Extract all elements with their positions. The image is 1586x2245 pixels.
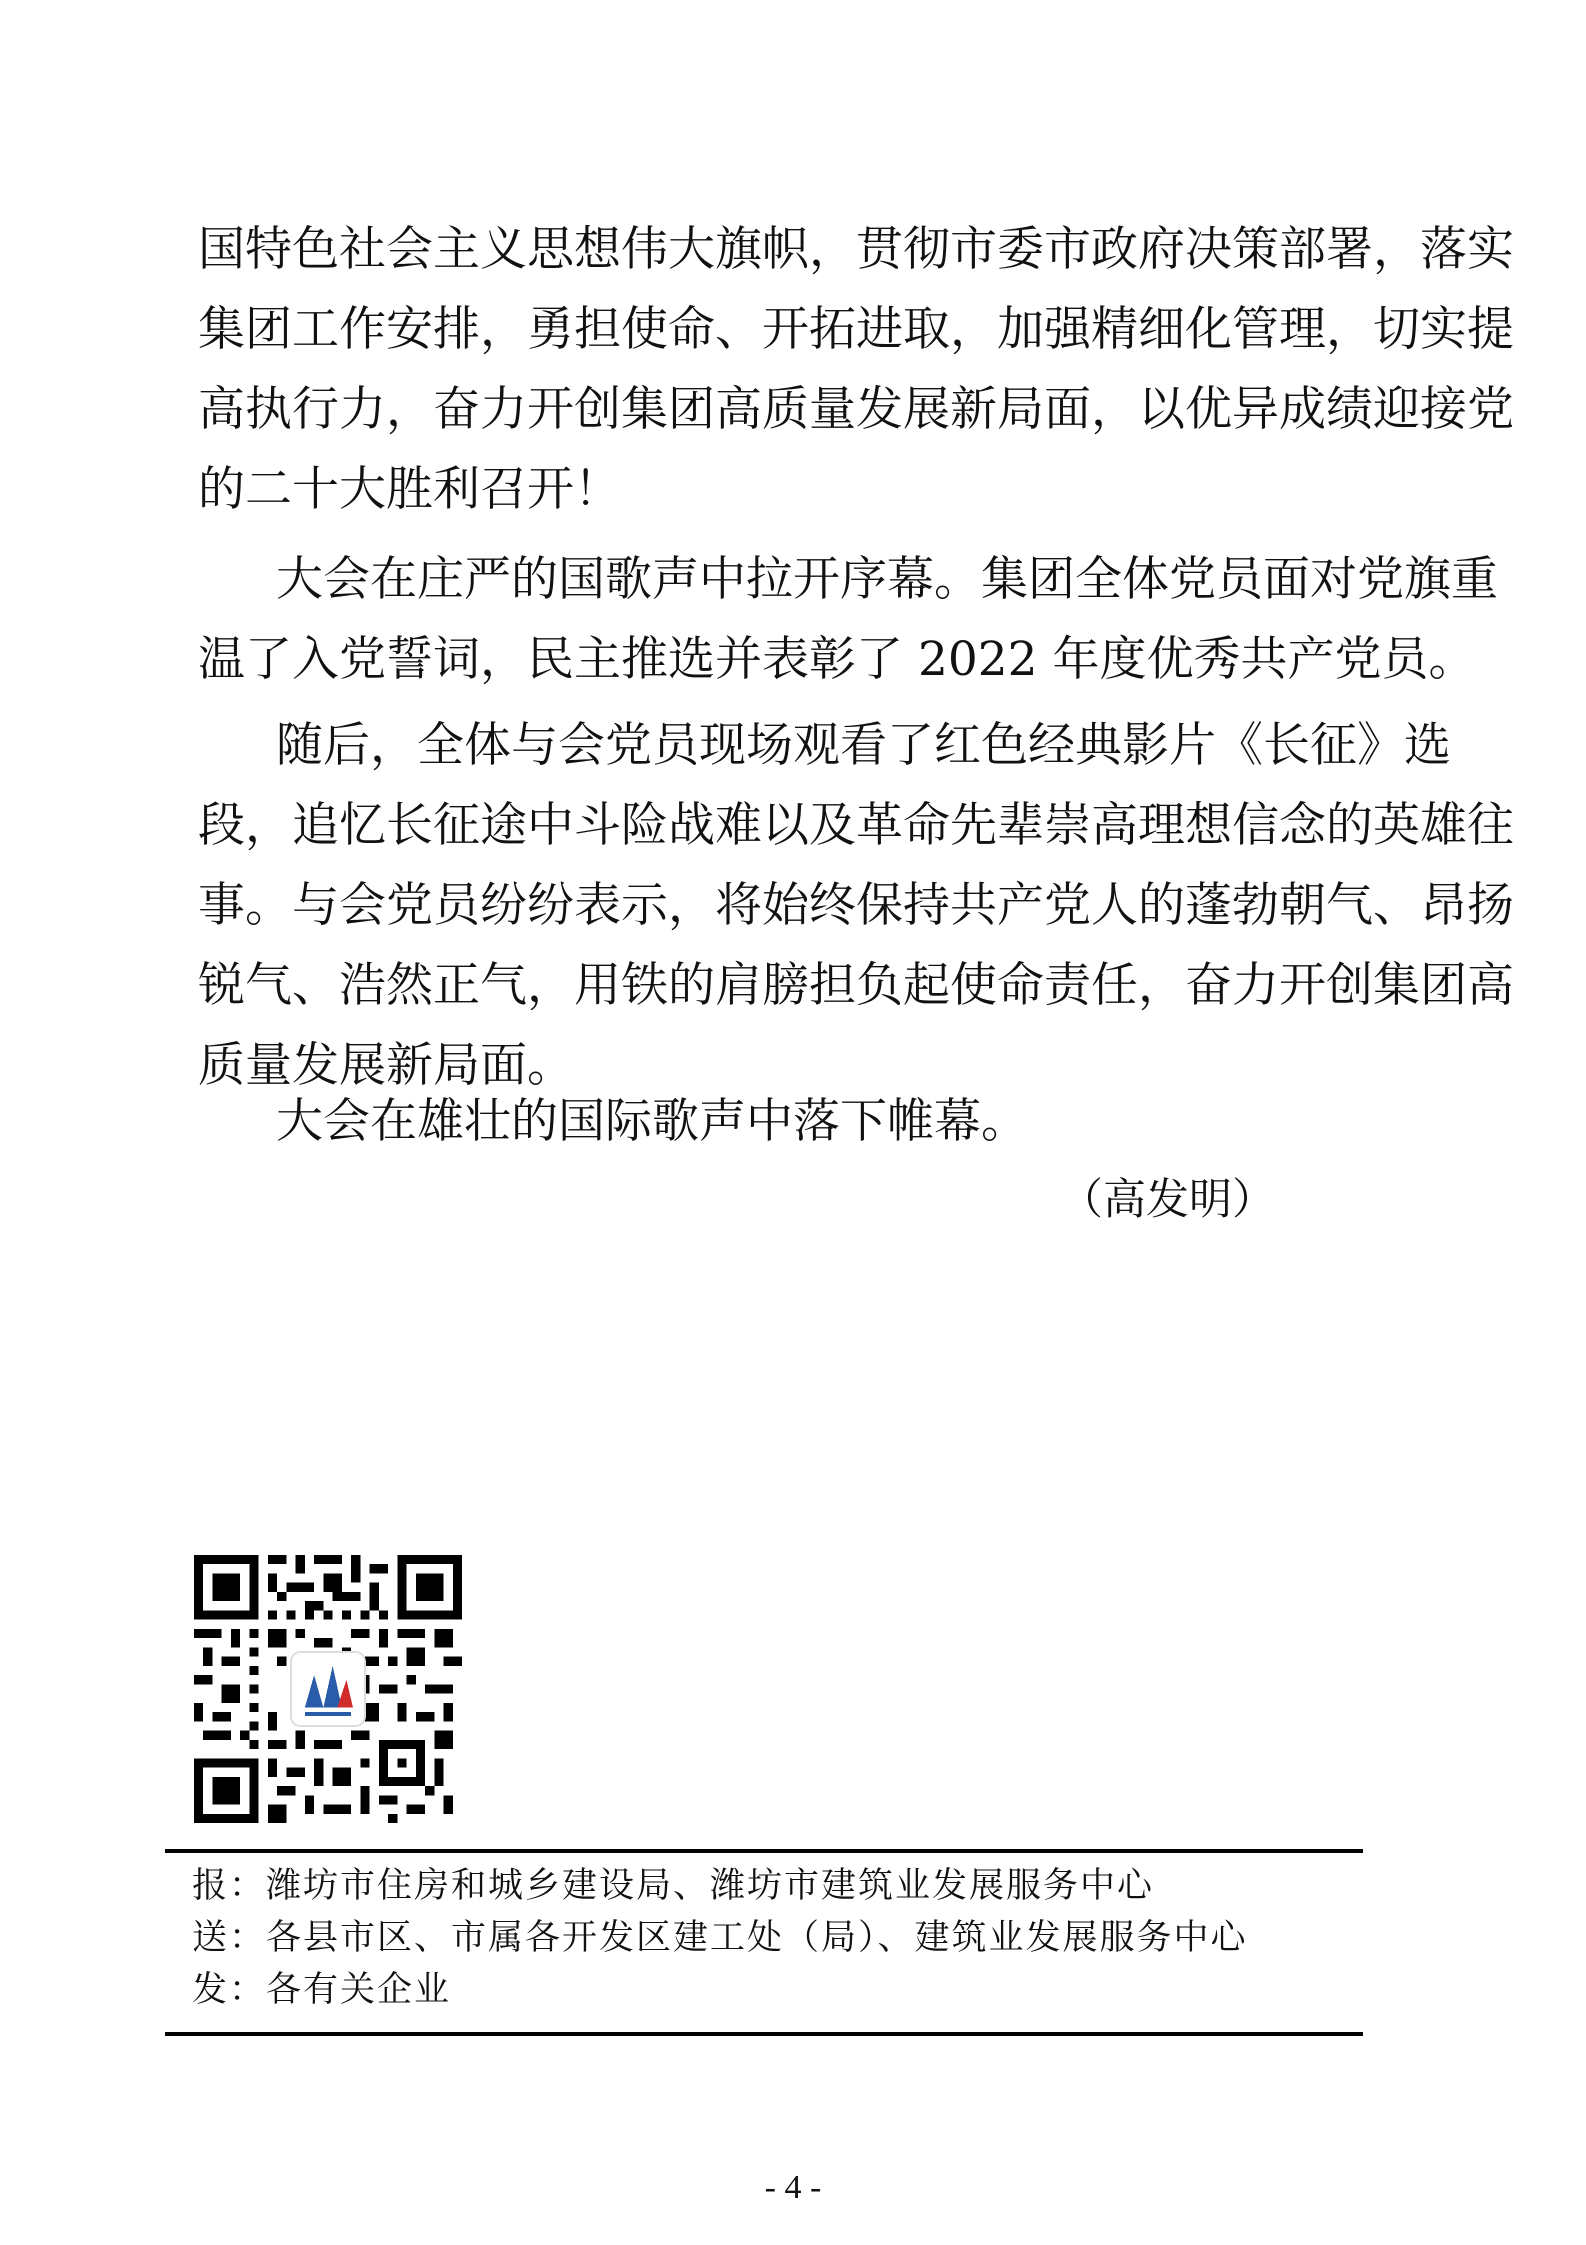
author-signature: （高发明） xyxy=(1060,1175,1275,1225)
body-line-5: 大会在庄严的国歌声中拉开序幕。集团全体党员面对党旗重 xyxy=(276,552,1498,607)
body-line-10: 锐气、浩然正气，用铁的肩膀担负起使命责任，奋力开创集团高 xyxy=(198,958,1514,1013)
body-line-7: 随后，全体与会党员现场观看了红色经典影片《长征》选 xyxy=(276,718,1451,773)
send-to-line: 送：各县市区、市属各开发区建工处（局）、建筑业发展服务中心 xyxy=(192,1918,1248,1958)
bottom-divider xyxy=(165,2032,1363,2036)
qr-code xyxy=(194,1555,462,1823)
body-line-6: 温了入党誓词，民主推选并表彰了 2022 年度优秀共产党员。 xyxy=(198,632,1476,687)
body-line-11: 质量发展新局面。 xyxy=(198,1038,574,1093)
page-number: - 4 - xyxy=(764,2169,822,2206)
issue-to-line: 发：各有关企业 xyxy=(192,1970,452,2010)
body-line-3: 高执行力，奋力开创集团高质量发展新局面，以优异成绩迎接党 xyxy=(198,382,1514,437)
qr-center-logo xyxy=(291,1652,365,1726)
report-to-line: 报：潍坊市住房和城乡建设局、潍坊市建筑业发展服务中心 xyxy=(192,1866,1155,1906)
body-line-9: 事。与会党员纷纷表示，将始终保持共产党人的蓬勃朝气、昂扬 xyxy=(198,878,1514,933)
body-line-1: 国特色社会主义思想伟大旗帜，贯彻市委市政府决策部署，落实 xyxy=(198,222,1514,277)
body-line-2: 集团工作安排，勇担使命、开拓进取，加强精细化管理，切实提 xyxy=(198,302,1514,357)
top-divider xyxy=(165,1849,1363,1853)
body-line-12: 大会在雄壮的国际歌声中落下帷幕。 xyxy=(276,1094,1028,1149)
body-line-8: 段，追忆长征途中斗险战难以及革命先辈崇高理想信念的英雄往 xyxy=(198,798,1514,853)
body-line-4: 的二十大胜利召开！ xyxy=(198,462,621,517)
